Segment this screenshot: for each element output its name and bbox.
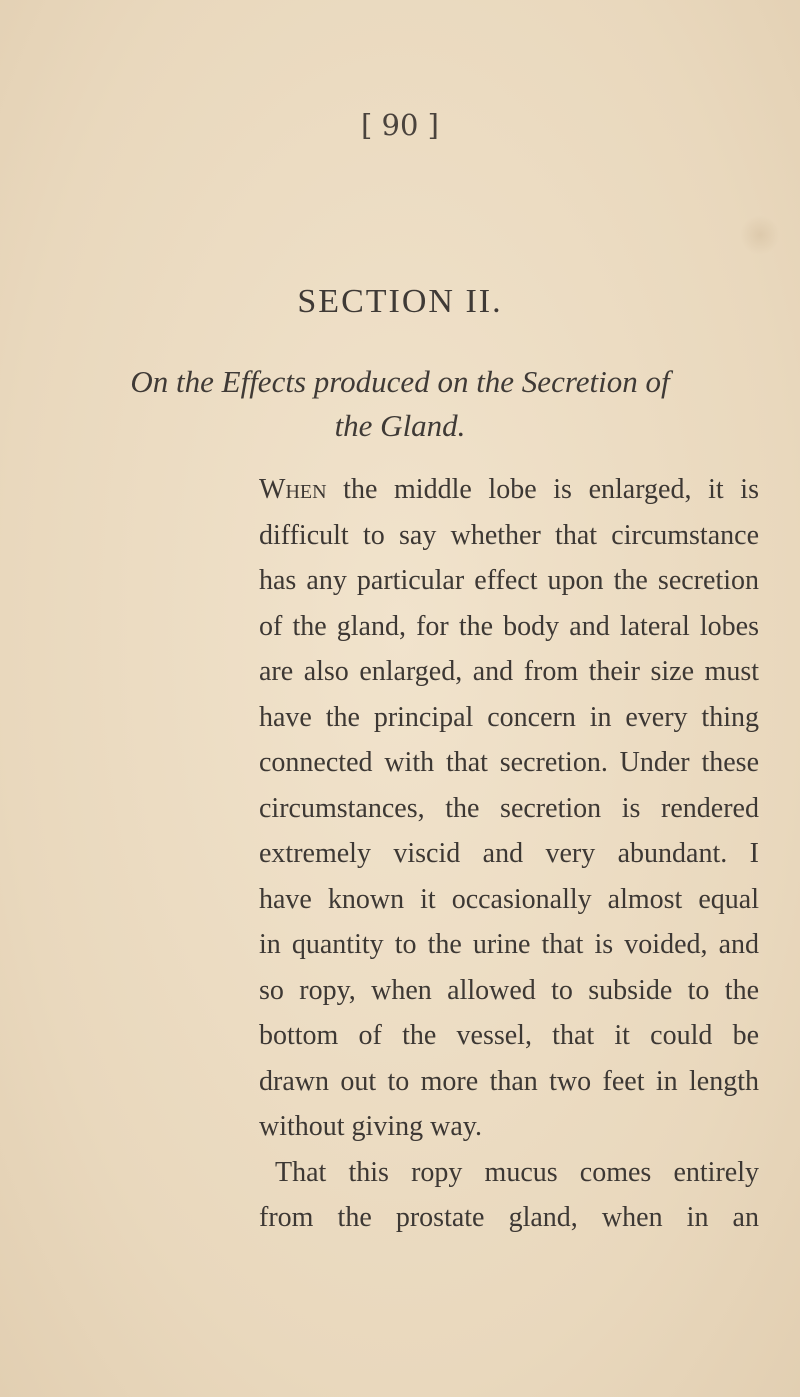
- opening-word: When: [259, 474, 327, 505]
- text-line: from the prostate gland, when in an: [259, 1202, 759, 1233]
- text-line: When the middle lobe is enlarged, it is: [259, 474, 759, 505]
- paragraph: [259, 467, 759, 1150]
- paper-stain: [740, 215, 780, 255]
- text-line: connected with that secretion. Under these: [259, 747, 759, 778]
- text-line: drawn out to more than two feet in length: [259, 1065, 759, 1097]
- section-heading: SECTION II.: [297, 283, 503, 320]
- text-line: of the gland, for the body and lateral lobes: [259, 610, 759, 642]
- text-line: circumstances, the secretion is rendered: [259, 792, 759, 824]
- section-subtitle: [0, 360, 800, 448]
- subtitle-line: On the Effects produced on the Secretion of: [130, 364, 670, 399]
- text-line: That this ropy mucus comes entirely: [275, 1156, 759, 1188]
- page-number: [ 90 ]: [361, 108, 439, 142]
- text-line: has any particular effect upon the secretion: [259, 565, 759, 596]
- text-line: without giving way.: [259, 1111, 482, 1142]
- text-line: difficult to say whether that circumstance: [259, 519, 759, 551]
- text-line: are also enlarged, and from their size must: [259, 656, 759, 687]
- subtitle-line: the Gland.: [334, 408, 466, 443]
- body-text: [259, 467, 759, 1241]
- paragraph: [259, 1150, 759, 1241]
- text-line: have the principal concern in every thing: [259, 701, 759, 733]
- text-line: so ropy, when allowed to subside to the: [259, 974, 759, 1006]
- text-line: extremely viscid and very abundant. I: [259, 838, 759, 869]
- text-line: bottom of the vessel, that it could be: [259, 1020, 759, 1051]
- text-line: have known it occasionally almost equal: [259, 883, 759, 915]
- text-line: in quantity to the urine that is voided, and: [259, 929, 759, 960]
